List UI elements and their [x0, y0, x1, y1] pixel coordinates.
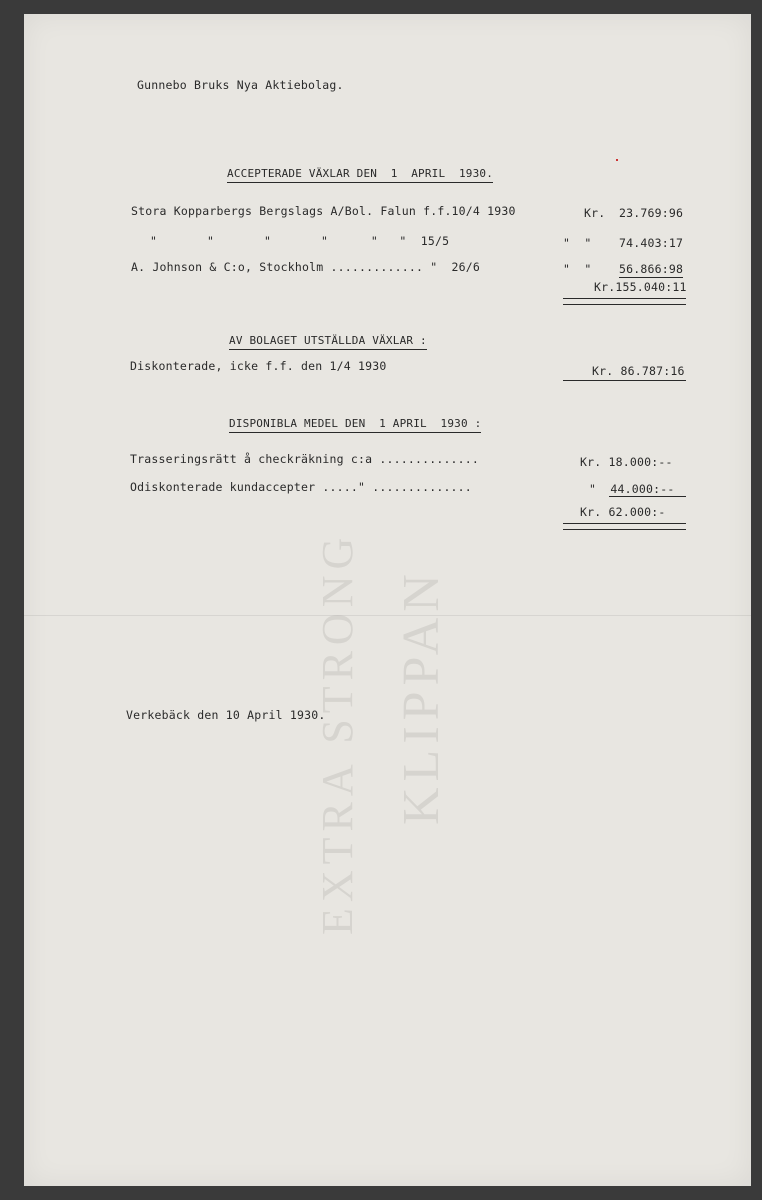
section1-total-double-underline	[563, 298, 686, 305]
watermark-line2: KLIPPAN	[393, 568, 450, 825]
section1-row2-text: " " " " " " 15/5	[150, 234, 450, 248]
section3-heading: DISPONIBLA MEDEL DEN 1 APRIL 1930 :	[229, 417, 481, 433]
section1-row2-amount: 74.403:17	[619, 236, 684, 250]
section3-row2-amount: " 44.000:--	[589, 482, 675, 496]
section1-row1-text: Stora Kopparbergs Bergslags A/Bol. Falun f.f.10/4 1930	[131, 204, 516, 218]
section2-heading: AV BOLAGET UTSTÄLLDA VÄXLAR :	[229, 334, 427, 350]
section1-row3-amount: 56.866:98	[619, 262, 684, 276]
company-name: Gunnebo Bruks Nya Aktiebolag.	[137, 78, 344, 92]
section3-row1-text: Trasseringsrätt å checkräkning c:a ..............	[130, 452, 480, 466]
closing-line: Verkebäck den 10 April 1930.	[126, 708, 326, 722]
section1-row3-kr: " "	[563, 262, 592, 276]
watermark-line1: EXTRA STRONG	[313, 531, 362, 935]
section3-row2-text: Odiskonterade kundaccepter ....." ..............	[130, 480, 472, 494]
fold-line	[24, 615, 751, 616]
section3-total-double-underline	[563, 523, 686, 530]
section1-heading: ACCEPTERADE VÄXLAR DEN 1 APRIL 1930.	[227, 167, 493, 183]
section2-row-text: Diskonterade, icke f.f. den 1/4 1930	[130, 359, 387, 373]
section3-row2-underline	[609, 496, 686, 497]
section1-row1-amount: 23.769:96	[619, 206, 684, 220]
section3-row1-amount: Kr. 18.000:--	[580, 455, 673, 469]
ink-dot	[616, 159, 618, 161]
section2-underline	[563, 380, 686, 381]
section3-total: Kr. 62.000:-	[580, 505, 666, 519]
document-page	[24, 14, 751, 1186]
section1-row2-kr: " "	[563, 236, 592, 250]
section1-row3-text: A. Johnson & C:o, Stockholm ............. " 26/6	[131, 260, 481, 274]
section1-row1-kr: Kr.	[584, 206, 606, 220]
section1-total: Kr.155.040:11	[594, 280, 687, 294]
section2-row-amount: Kr. 86.787:16	[592, 364, 685, 378]
